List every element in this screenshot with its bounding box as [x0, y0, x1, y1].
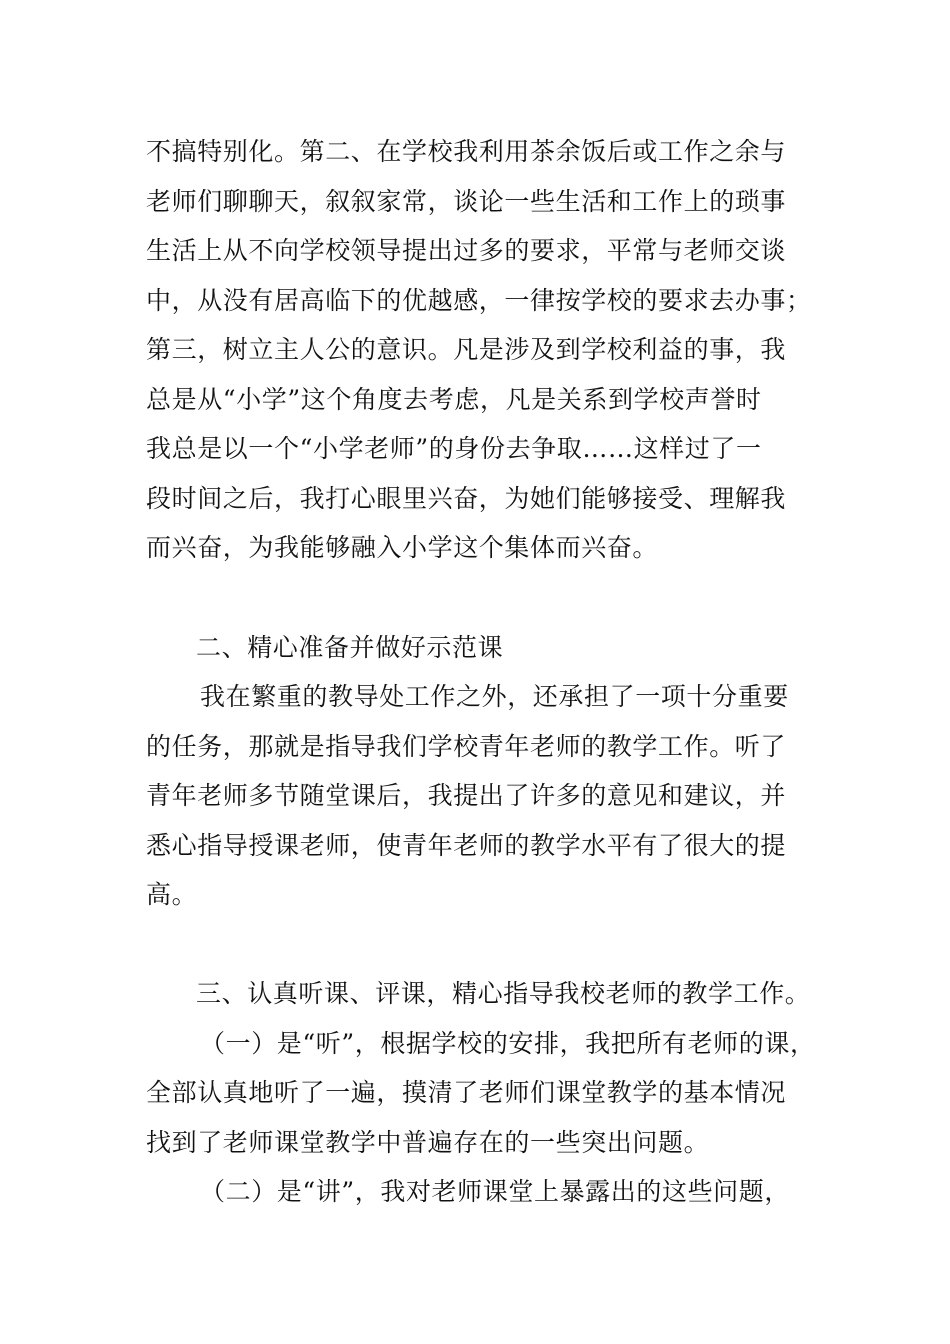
paragraph-line: 不搞特别化。第二、在学校我利用茶余饭后或工作之余与 [146, 137, 787, 166]
paragraph-line: 我在繁重的教导处工作之外，还承担了一项十分重要 [200, 682, 789, 711]
paragraph-line: 第三，树立主人公的意识。凡是涉及到学校利益的事，我 [146, 335, 787, 364]
paragraph-line: 悉心指导授课老师，使青年老师的教学水平有了很大的提 [146, 831, 787, 860]
paragraph-line: 找到了老师课堂教学中普遍存在的一些突出问题。 [146, 1128, 710, 1157]
paragraph-line: 老师们聊聊天，叙叙家常，谈论一些生活和工作上的琐事 [146, 187, 787, 216]
paragraph-line: 生活上从不向学校领导提出过多的要求，平常与老师交谈 [146, 236, 787, 265]
paragraph-line: 青年老师多节随堂课后，我提出了许多的意见和建议，并 [146, 781, 787, 810]
paragraph-line: 而兴奋，为我能够融入小学这个集体而兴奋。 [146, 533, 659, 562]
paragraph-line: 中，从没有居高临下的优越感，一律按学校的要求去办事； [146, 286, 812, 315]
paragraph-line: 我总是以一个“小学老师”的身份去争取……这样过了一 [146, 434, 762, 463]
paragraph-line: 总是从“小学”这个角度去考虑，凡是关系到学校声誉时 [146, 385, 762, 414]
paragraph-line: （一）是“听”，根据学校的安排，我把所有老师的课， [200, 1029, 816, 1058]
paragraph-line: （二）是“讲”，我对老师课堂上暴露出的这些问题， [200, 1177, 790, 1206]
section-heading: 二、精心准备并做好示范课 [196, 633, 504, 662]
paragraph-line: 段时间之后，我打心眼里兴奋，为她们能够接受、理解我 [146, 484, 787, 513]
section-heading: 三、认真听课、评课，精心指导我校老师的教学工作。 [196, 979, 811, 1008]
paragraph-line: 全部认真地听了一遍，摸清了老师们课堂教学的基本情况 [146, 1078, 787, 1107]
paragraph-line: 的任务，那就是指导我们学校青年老师的教学工作。听了 [146, 732, 787, 761]
paragraph-line: 高。 [146, 880, 198, 909]
